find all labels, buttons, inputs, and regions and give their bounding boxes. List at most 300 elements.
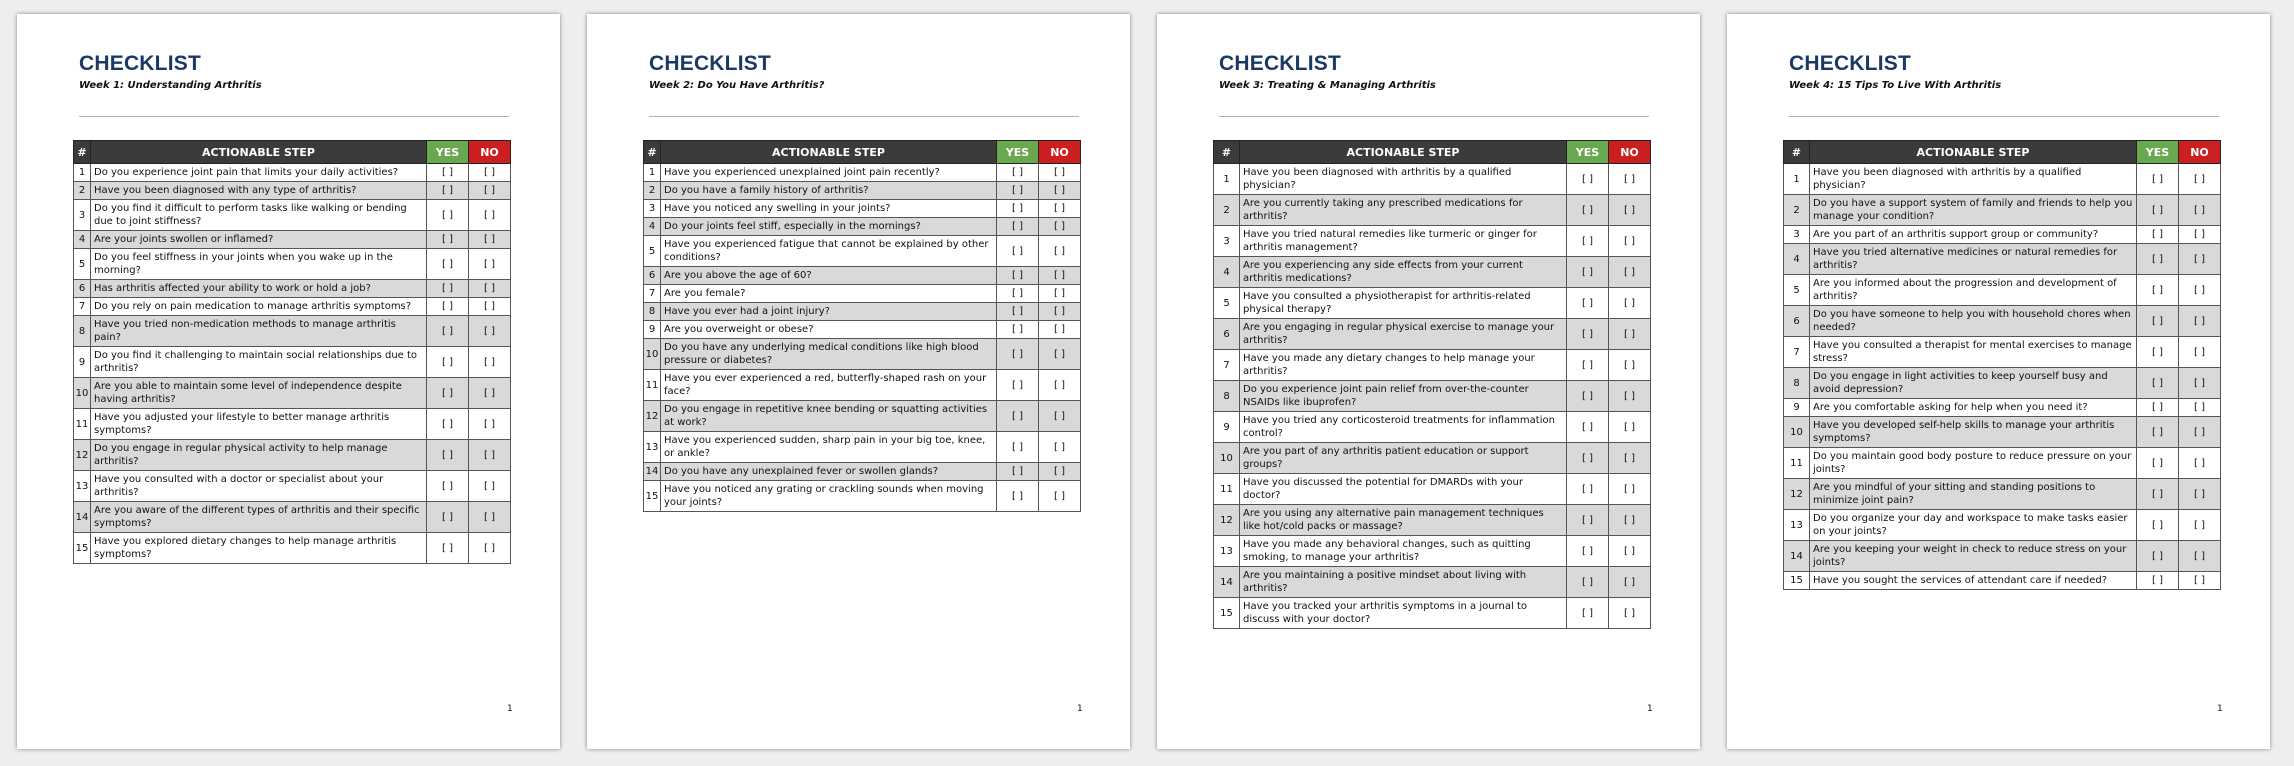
no-checkbox[interactable]: [ ] (1609, 536, 1651, 567)
row-number: 2 (644, 182, 661, 200)
no-checkbox[interactable]: [ ] (469, 200, 511, 231)
no-checkbox[interactable]: [ ] (2179, 368, 2221, 399)
actionable-step-text: Do you have someone to help you with household chores when needed? (1810, 306, 2137, 337)
row-number: 4 (1214, 257, 1240, 288)
row-number: 3 (644, 200, 661, 218)
actionable-step-text: Have you noticed any swelling in your joints? (661, 200, 997, 218)
yes-checkbox[interactable]: [ ] (1567, 288, 1609, 319)
table-row (1214, 381, 1651, 412)
actionable-step-text: Have you tried non-medication methods to manage arthritis pain? (91, 316, 427, 347)
table-row (644, 339, 1081, 370)
column-header-yes: YES (1567, 141, 1609, 164)
actionable-step-text: Do you rely on pain medication to manage arthritis symptoms? (91, 298, 427, 316)
page-subtitle: Week 1: Understanding Arthritis (79, 80, 262, 91)
yes-checkbox[interactable]: [ ] (427, 249, 469, 280)
no-checkbox[interactable]: [ ] (1039, 267, 1081, 285)
actionable-step-text: Have you been diagnosed with arthritis by a qualified physician? (1810, 164, 2137, 195)
table-row (1214, 567, 1651, 598)
yes-checkbox[interactable]: [ ] (1567, 319, 1609, 350)
no-checkbox[interactable]: [ ] (2179, 572, 2221, 590)
row-number: 3 (1784, 226, 1810, 244)
no-checkbox[interactable]: [ ] (1039, 200, 1081, 218)
row-number: 2 (1214, 195, 1240, 226)
yes-checkbox[interactable]: [ ] (427, 164, 469, 182)
table-row (644, 285, 1081, 303)
no-checkbox[interactable]: [ ] (2179, 306, 2221, 337)
yes-checkbox[interactable]: [ ] (2137, 572, 2179, 590)
row-number: 6 (1214, 319, 1240, 350)
no-checkbox[interactable]: [ ] (2179, 541, 2221, 572)
table-row (1784, 275, 2221, 306)
no-checkbox[interactable]: [ ] (1039, 463, 1081, 481)
row-number: 7 (644, 285, 661, 303)
table-row (1214, 195, 1651, 226)
table-row (1214, 319, 1651, 350)
no-checkbox[interactable]: [ ] (1609, 381, 1651, 412)
actionable-step-text: Have you explored dietary changes to help manage arthritis symptoms? (91, 533, 427, 564)
yes-checkbox[interactable]: [ ] (997, 182, 1039, 200)
table-header-row (644, 141, 1081, 164)
row-number: 10 (1784, 417, 1810, 448)
no-checkbox[interactable]: [ ] (2179, 399, 2221, 417)
row-number: 1 (74, 164, 91, 182)
actionable-step-text: Have you experienced sudden, sharp pain in your big toe, knee, or ankle? (661, 432, 997, 463)
column-header-number: # (644, 141, 661, 164)
yes-checkbox[interactable]: [ ] (997, 321, 1039, 339)
divider (649, 116, 1079, 117)
row-number: 15 (1784, 572, 1810, 590)
yes-checkbox[interactable]: [ ] (1567, 381, 1609, 412)
page-number: 1 (2217, 704, 2223, 714)
table-row (1784, 572, 2221, 590)
table-row (1784, 195, 2221, 226)
row-number: 14 (74, 502, 91, 533)
yes-checkbox[interactable]: [ ] (427, 502, 469, 533)
row-number: 15 (1214, 598, 1240, 629)
no-checkbox[interactable]: [ ] (1609, 226, 1651, 257)
table-row (74, 164, 511, 182)
table-row (644, 321, 1081, 339)
row-number: 15 (74, 533, 91, 564)
yes-checkbox[interactable]: [ ] (997, 267, 1039, 285)
actionable-step-text: Have you ever had a joint injury? (661, 303, 997, 321)
table-row (1784, 541, 2221, 572)
table-row (1214, 443, 1651, 474)
table-row (644, 236, 1081, 267)
no-checkbox[interactable]: [ ] (469, 533, 511, 564)
yes-checkbox[interactable]: [ ] (427, 316, 469, 347)
page-3 (1157, 14, 1700, 749)
table-row (1784, 510, 2221, 541)
no-checkbox[interactable]: [ ] (469, 409, 511, 440)
table-row (74, 200, 511, 231)
table-row (1214, 598, 1651, 629)
row-number: 5 (1214, 288, 1240, 319)
checklist-table (73, 140, 511, 564)
yes-checkbox[interactable]: [ ] (1567, 505, 1609, 536)
actionable-step-text: Have you been diagnosed with any type of arthritis? (91, 182, 427, 200)
yes-checkbox[interactable]: [ ] (1567, 164, 1609, 195)
no-checkbox[interactable]: [ ] (1039, 285, 1081, 303)
row-number: 1 (1784, 164, 1810, 195)
row-number: 6 (644, 267, 661, 285)
page-number: 1 (507, 704, 513, 714)
table-row (1784, 244, 2221, 275)
no-checkbox[interactable]: [ ] (1039, 370, 1081, 401)
no-checkbox[interactable]: [ ] (1039, 164, 1081, 182)
yes-checkbox[interactable]: [ ] (2137, 541, 2179, 572)
table-row (644, 182, 1081, 200)
actionable-step-text: Have you discussed the potential for DMARDs with your doctor? (1240, 474, 1567, 505)
yes-checkbox[interactable]: [ ] (1567, 443, 1609, 474)
table-row (74, 533, 511, 564)
actionable-step-text: Are your joints swollen or inflamed? (91, 231, 427, 249)
table-row (74, 378, 511, 409)
actionable-step-text: Have you made any behavioral changes, such as quitting smoking, to manage your arthritis? (1240, 536, 1567, 567)
no-checkbox[interactable]: [ ] (2179, 195, 2221, 226)
actionable-step-text: Do you engage in regular physical activity to help manage arthritis? (91, 440, 427, 471)
actionable-step-text: Do you experience joint pain that limits your daily activities? (91, 164, 427, 182)
yes-checkbox[interactable]: [ ] (1567, 257, 1609, 288)
actionable-step-text: Are you overweight or obese? (661, 321, 997, 339)
no-checkbox[interactable]: [ ] (1609, 195, 1651, 226)
page-heading: CHECKLIST (1219, 52, 1341, 75)
actionable-step-text: Are you keeping your weight in check to reduce stress on your joints? (1810, 541, 2137, 572)
no-checkbox[interactable]: [ ] (1039, 321, 1081, 339)
no-checkbox[interactable]: [ ] (469, 316, 511, 347)
actionable-step-text: Are you above the age of 60? (661, 267, 997, 285)
yes-checkbox[interactable]: [ ] (997, 285, 1039, 303)
yes-checkbox[interactable]: [ ] (997, 401, 1039, 432)
row-number: 4 (644, 218, 661, 236)
yes-checkbox[interactable]: [ ] (2137, 337, 2179, 368)
table-row (1214, 164, 1651, 195)
row-number: 10 (74, 378, 91, 409)
table-row (644, 200, 1081, 218)
no-checkbox[interactable]: [ ] (1609, 505, 1651, 536)
no-checkbox[interactable]: [ ] (1039, 303, 1081, 321)
actionable-step-text: Do you engage in repetitive knee bending or squatting activities at work? (661, 401, 997, 432)
no-checkbox[interactable]: [ ] (1609, 412, 1651, 443)
yes-checkbox[interactable]: [ ] (1567, 567, 1609, 598)
actionable-step-text: Have you ever experienced a red, butterfly-shaped rash on your face? (661, 370, 997, 401)
row-number: 13 (644, 432, 661, 463)
page-subtitle: Week 4: 15 Tips To Live With Arthritis (1789, 80, 2002, 91)
no-checkbox[interactable]: [ ] (1609, 474, 1651, 505)
yes-checkbox[interactable]: [ ] (2137, 244, 2179, 275)
yes-checkbox[interactable]: [ ] (427, 533, 469, 564)
actionable-step-text: Do you feel stiffness in your joints when you wake up in the morning? (91, 249, 427, 280)
row-number: 7 (1784, 337, 1810, 368)
table-row (1214, 226, 1651, 257)
yes-checkbox[interactable]: [ ] (2137, 479, 2179, 510)
row-number: 2 (74, 182, 91, 200)
page-subtitle: Week 3: Treating & Managing Arthritis (1219, 80, 1436, 91)
actionable-step-text: Have you experienced fatigue that cannot be explained by other conditions? (661, 236, 997, 267)
actionable-step-text: Do you have a family history of arthritis? (661, 182, 997, 200)
column-header-no: NO (469, 141, 511, 164)
yes-checkbox[interactable]: [ ] (997, 200, 1039, 218)
yes-checkbox[interactable]: [ ] (2137, 306, 2179, 337)
no-checkbox[interactable]: [ ] (469, 164, 511, 182)
actionable-step-text: Do you engage in light activities to keep yourself busy and avoid depression? (1810, 368, 2137, 399)
yes-checkbox[interactable]: [ ] (1567, 350, 1609, 381)
no-checkbox[interactable]: [ ] (2179, 275, 2221, 306)
row-number: 5 (74, 249, 91, 280)
table-row (74, 316, 511, 347)
yes-checkbox[interactable]: [ ] (1567, 536, 1609, 567)
actionable-step-text: Have you noticed any grating or crackling sounds when moving your joints? (661, 481, 997, 512)
yes-checkbox[interactable]: [ ] (1567, 598, 1609, 629)
table-row (74, 502, 511, 533)
yes-checkbox[interactable]: [ ] (2137, 195, 2179, 226)
actionable-step-text: Have you experienced unexplained joint pain recently? (661, 164, 997, 182)
row-number: 11 (1214, 474, 1240, 505)
row-number: 12 (1784, 479, 1810, 510)
no-checkbox[interactable]: [ ] (1039, 236, 1081, 267)
table-row (644, 267, 1081, 285)
no-checkbox[interactable]: [ ] (1039, 401, 1081, 432)
column-header-yes: YES (427, 141, 469, 164)
no-checkbox[interactable]: [ ] (469, 440, 511, 471)
page-number: 1 (1647, 704, 1653, 714)
yes-checkbox[interactable]: [ ] (427, 471, 469, 502)
actionable-step-text: Have you adjusted your lifestyle to better manage arthritis symptoms? (91, 409, 427, 440)
yes-checkbox[interactable]: [ ] (2137, 368, 2179, 399)
table-row (1784, 399, 2221, 417)
table-row (74, 298, 511, 316)
no-checkbox[interactable]: [ ] (2179, 244, 2221, 275)
row-number: 14 (1214, 567, 1240, 598)
table-row (1214, 288, 1651, 319)
no-checkbox[interactable]: [ ] (1039, 481, 1081, 512)
yes-checkbox[interactable]: [ ] (2137, 164, 2179, 195)
no-checkbox[interactable]: [ ] (1609, 443, 1651, 474)
actionable-step-text: Are you using any alternative pain management techniques like hot/cold packs or massage? (1240, 505, 1567, 536)
row-number: 14 (644, 463, 661, 481)
yes-checkbox[interactable]: [ ] (997, 218, 1039, 236)
yes-checkbox[interactable]: [ ] (2137, 417, 2179, 448)
yes-checkbox[interactable]: [ ] (1567, 226, 1609, 257)
yes-checkbox[interactable]: [ ] (1567, 195, 1609, 226)
row-number: 3 (74, 200, 91, 231)
yes-checkbox[interactable]: [ ] (997, 303, 1039, 321)
no-checkbox[interactable]: [ ] (1609, 319, 1651, 350)
table-row (644, 432, 1081, 463)
no-checkbox[interactable]: [ ] (469, 378, 511, 409)
table-row (1214, 505, 1651, 536)
actionable-step-text: Do you experience joint pain relief from over-the-counter NSAIDs like ibuprofen? (1240, 381, 1567, 412)
yes-checkbox[interactable]: [ ] (2137, 226, 2179, 244)
page-2 (587, 14, 1130, 749)
yes-checkbox[interactable]: [ ] (427, 280, 469, 298)
row-number: 10 (1214, 443, 1240, 474)
column-header-step: ACTIONABLE STEP (661, 141, 997, 164)
actionable-step-text: Have you sought the services of attendant care if needed? (1810, 572, 2137, 590)
row-number: 11 (74, 409, 91, 440)
no-checkbox[interactable]: [ ] (469, 249, 511, 280)
divider (1219, 116, 1649, 117)
no-checkbox[interactable]: [ ] (469, 280, 511, 298)
actionable-step-text: Do your joints feel stiff, especially in the mornings? (661, 218, 997, 236)
page-heading: CHECKLIST (1789, 52, 1911, 75)
no-checkbox[interactable]: [ ] (469, 298, 511, 316)
actionable-step-text: Are you part of any arthritis patient education or support groups? (1240, 443, 1567, 474)
actionable-step-text: Have you consulted with a doctor or specialist about your arthritis? (91, 471, 427, 502)
no-checkbox[interactable]: [ ] (469, 231, 511, 249)
no-checkbox[interactable]: [ ] (469, 502, 511, 533)
yes-checkbox[interactable]: [ ] (997, 463, 1039, 481)
table-header-row (1784, 141, 2221, 164)
actionable-step-text: Are you female? (661, 285, 997, 303)
page-number: 1 (1077, 704, 1083, 714)
yes-checkbox[interactable]: [ ] (427, 182, 469, 200)
yes-checkbox[interactable]: [ ] (997, 164, 1039, 182)
yes-checkbox[interactable]: [ ] (2137, 399, 2179, 417)
no-checkbox[interactable]: [ ] (1609, 288, 1651, 319)
actionable-step-text: Are you experiencing any side effects from your current arthritis medications? (1240, 257, 1567, 288)
no-checkbox[interactable]: [ ] (2179, 448, 2221, 479)
actionable-step-text: Have you consulted a physiotherapist for arthritis-related physical therapy? (1240, 288, 1567, 319)
row-number: 1 (1214, 164, 1240, 195)
column-header-no: NO (1609, 141, 1651, 164)
no-checkbox[interactable]: [ ] (2179, 510, 2221, 541)
row-number: 4 (1784, 244, 1810, 275)
actionable-step-text: Do you have any unexplained fever or swollen glands? (661, 463, 997, 481)
table-header-row (1214, 141, 1651, 164)
column-header-no: NO (1039, 141, 1081, 164)
yes-checkbox[interactable]: [ ] (1567, 474, 1609, 505)
no-checkbox[interactable]: [ ] (2179, 417, 2221, 448)
actionable-step-text: Have you made any dietary changes to help manage your arthritis? (1240, 350, 1567, 381)
table-row (1784, 164, 2221, 195)
column-header-number: # (1214, 141, 1240, 164)
table-row (644, 164, 1081, 182)
actionable-step-text: Are you currently taking any prescribed medications for arthritis? (1240, 195, 1567, 226)
no-checkbox[interactable]: [ ] (2179, 337, 2221, 368)
actionable-step-text: Are you informed about the progression and development of arthritis? (1810, 275, 2137, 306)
no-checkbox[interactable]: [ ] (1609, 164, 1651, 195)
actionable-step-text: Do you have a support system of family and friends to help you manage your condition? (1810, 195, 2137, 226)
table-row (1784, 337, 2221, 368)
yes-checkbox[interactable]: [ ] (997, 481, 1039, 512)
actionable-step-text: Do you organize your day and workspace to make tasks easier on your joints? (1810, 510, 2137, 541)
table-row (1214, 536, 1651, 567)
row-number: 10 (644, 339, 661, 370)
actionable-step-text: Have you consulted a therapist for mental exercises to manage stress? (1810, 337, 2137, 368)
yes-checkbox[interactable]: [ ] (1567, 412, 1609, 443)
yes-checkbox[interactable]: [ ] (427, 231, 469, 249)
no-checkbox[interactable]: [ ] (1609, 350, 1651, 381)
page-subtitle: Week 2: Do You Have Arthritis? (649, 80, 825, 91)
actionable-step-text: Do you find it challenging to maintain social relationships due to arthritis? (91, 347, 427, 378)
no-checkbox[interactable]: [ ] (1039, 432, 1081, 463)
yes-checkbox[interactable]: [ ] (427, 200, 469, 231)
table-row (74, 249, 511, 280)
yes-checkbox[interactable]: [ ] (427, 378, 469, 409)
no-checkbox[interactable]: [ ] (2179, 164, 2221, 195)
row-number: 13 (1214, 536, 1240, 567)
checklist-table (643, 140, 1081, 512)
row-number: 8 (644, 303, 661, 321)
column-header-step: ACTIONABLE STEP (1240, 141, 1567, 164)
yes-checkbox[interactable]: [ ] (997, 432, 1039, 463)
row-number: 12 (644, 401, 661, 432)
no-checkbox[interactable]: [ ] (2179, 226, 2221, 244)
actionable-step-text: Do you have any underlying medical conditions like high blood pressure or diabetes? (661, 339, 997, 370)
table-row (74, 409, 511, 440)
column-header-no: NO (2179, 141, 2221, 164)
actionable-step-text: Do you find it difficult to perform tasks like walking or bending due to joint stiffness? (91, 200, 427, 231)
table-row (1214, 257, 1651, 288)
row-number: 5 (644, 236, 661, 267)
table-row (644, 218, 1081, 236)
actionable-step-text: Are you mindful of your sitting and standing positions to minimize joint pain? (1810, 479, 2137, 510)
table-row (74, 440, 511, 471)
yes-checkbox[interactable]: [ ] (997, 236, 1039, 267)
yes-checkbox[interactable]: [ ] (997, 339, 1039, 370)
row-number: 6 (74, 280, 91, 298)
yes-checkbox[interactable]: [ ] (427, 298, 469, 316)
column-header-yes: YES (997, 141, 1039, 164)
table-row (644, 370, 1081, 401)
no-checkbox[interactable]: [ ] (469, 471, 511, 502)
no-checkbox[interactable]: [ ] (1039, 339, 1081, 370)
yes-checkbox[interactable]: [ ] (427, 347, 469, 378)
no-checkbox[interactable]: [ ] (1039, 182, 1081, 200)
row-number: 1 (644, 164, 661, 182)
yes-checkbox[interactable]: [ ] (2137, 510, 2179, 541)
no-checkbox[interactable]: [ ] (469, 347, 511, 378)
no-checkbox[interactable]: [ ] (1039, 218, 1081, 236)
yes-checkbox[interactable]: [ ] (2137, 448, 2179, 479)
column-header-number: # (74, 141, 91, 164)
table-row (74, 347, 511, 378)
column-header-number: # (1784, 141, 1810, 164)
actionable-step-text: Have you tracked your arthritis symptoms in a journal to discuss with your doctor? (1240, 598, 1567, 629)
table-row (644, 463, 1081, 481)
row-number: 8 (74, 316, 91, 347)
yes-checkbox[interactable]: [ ] (2137, 275, 2179, 306)
yes-checkbox[interactable]: [ ] (997, 370, 1039, 401)
no-checkbox[interactable]: [ ] (1609, 567, 1651, 598)
checklist-table (1783, 140, 2221, 590)
yes-checkbox[interactable]: [ ] (427, 409, 469, 440)
table-row (1784, 448, 2221, 479)
table-row (644, 481, 1081, 512)
actionable-step-text: Have you tried natural remedies like turmeric or ginger for arthritis management? (1240, 226, 1567, 257)
actionable-step-text: Are you engaging in regular physical exercise to manage your arthritis? (1240, 319, 1567, 350)
row-number: 6 (1784, 306, 1810, 337)
row-number: 7 (1214, 350, 1240, 381)
row-number: 4 (74, 231, 91, 249)
no-checkbox[interactable]: [ ] (469, 182, 511, 200)
page-4 (1727, 14, 2270, 749)
divider (1789, 116, 2219, 117)
no-checkbox[interactable]: [ ] (2179, 479, 2221, 510)
page-1 (17, 14, 560, 749)
row-number: 9 (1784, 399, 1810, 417)
page-heading: CHECKLIST (649, 52, 771, 75)
no-checkbox[interactable]: [ ] (1609, 257, 1651, 288)
column-header-yes: YES (2137, 141, 2179, 164)
row-number: 2 (1784, 195, 1810, 226)
row-number: 7 (74, 298, 91, 316)
actionable-step-text: Are you part of an arthritis support group or community? (1810, 226, 2137, 244)
yes-checkbox[interactable]: [ ] (427, 440, 469, 471)
no-checkbox[interactable]: [ ] (1609, 598, 1651, 629)
actionable-step-text: Are you maintaining a positive mindset about living with arthritis? (1240, 567, 1567, 598)
